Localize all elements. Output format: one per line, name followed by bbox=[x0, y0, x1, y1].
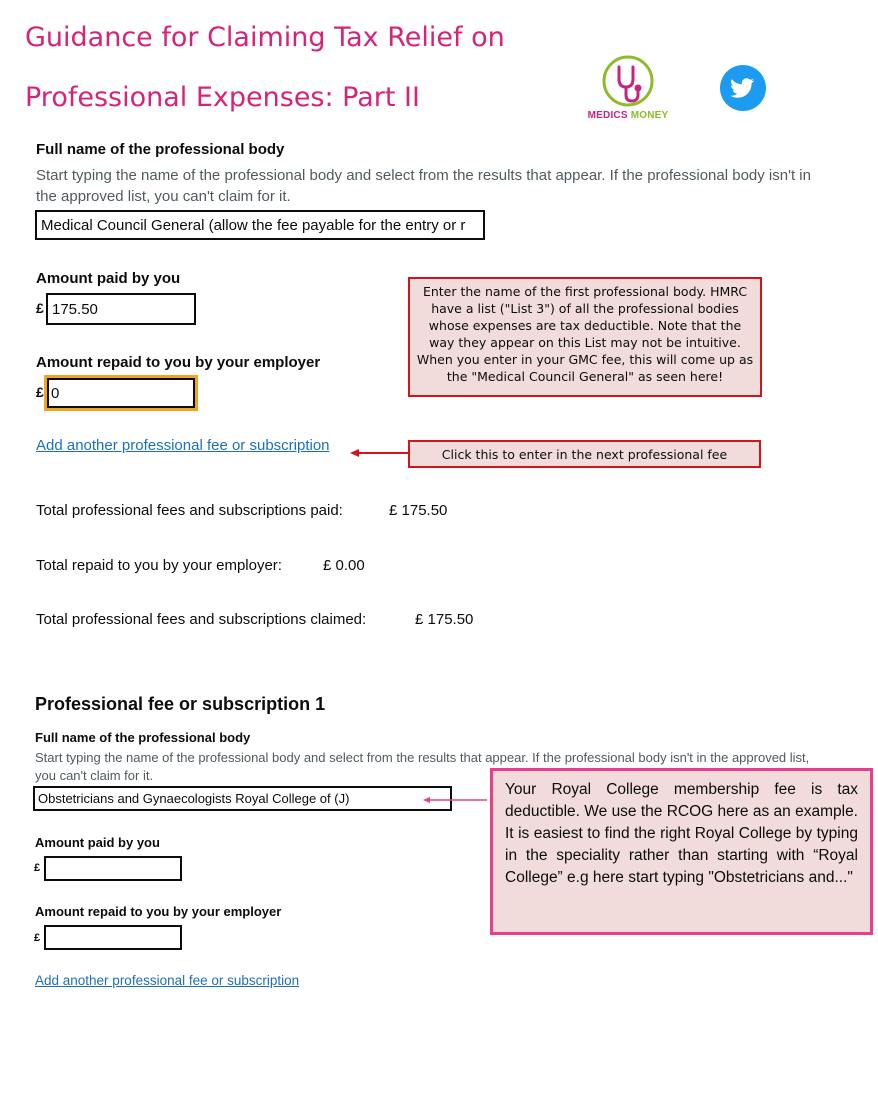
callout-arrow-pink-icon bbox=[423, 795, 487, 805]
logo-text-money: MONEY bbox=[630, 110, 669, 121]
page-title-line-1: Guidance for Claiming Tax Relief on bbox=[25, 22, 505, 53]
professional-body-hint: Start typing the name of the professional body and select from the results that appear. If the professional body isn't in the approved list, you can't claim for it. bbox=[36, 167, 811, 205]
amount-paid-input-2[interactable] bbox=[44, 856, 182, 881]
amount-repaid-currency: £ bbox=[36, 384, 44, 400]
add-professional-fee-link-2[interactable]: Add another professional fee or subscription bbox=[35, 973, 300, 988]
total-claimed-label: Total professional fees and subscriptions claimed: bbox=[36, 611, 367, 628]
twitter-bird-icon bbox=[720, 65, 766, 111]
total-paid-label: Total professional fees and subscriptions paid: bbox=[36, 502, 343, 519]
amount-repaid-input[interactable]: 0 bbox=[44, 375, 198, 411]
total-paid-value: £ 175.50 bbox=[389, 502, 448, 519]
list3-callout: Enter the name of the first professional body. HMRC have a list ("List 3") of all the professional bodies whose expenses are tax deductible. Note that the way they appear on this List may not be intuitive. When you enter in your GMC fee, this will come up as the "Medical Council General" as seen here! bbox=[408, 277, 762, 397]
add-fee-callout: Click this to enter in the next professional fee bbox=[408, 440, 761, 468]
royal-college-callout: Your Royal College membership fee is tax deductible. We use the RCOG here as an example. It is easiest to find the right Royal College by typing in the speciality rather than starting with “Royal College” e.g here start typing "Obstetricians and..." bbox=[490, 768, 873, 935]
total-claimed-value: £ 175.50 bbox=[415, 611, 474, 628]
callout-arrow-icon bbox=[350, 446, 412, 460]
professional-body-label-2: Full name of the professional body bbox=[35, 730, 251, 745]
page-title-line-2: Professional Expenses: Part II bbox=[25, 82, 420, 113]
total-repaid-label: Total repaid to you by your employer: bbox=[36, 557, 282, 574]
professional-body-input-2[interactable]: Obstetricians and Gynaecologists Royal College of (J) bbox=[33, 786, 452, 811]
amount-paid-currency: £ bbox=[36, 300, 44, 316]
professional-body-label: Full name of the professional body bbox=[36, 141, 285, 158]
stethoscope-icon bbox=[586, 55, 670, 111]
logo-text-medics: MEDICS bbox=[587, 110, 628, 121]
medics-money-logo bbox=[586, 55, 670, 123]
amount-repaid-label-2: Amount repaid to you by your employer bbox=[35, 904, 282, 919]
twitter-icon[interactable] bbox=[720, 65, 766, 111]
amount-repaid-input-2[interactable] bbox=[44, 925, 182, 950]
fee-subscription-heading: Professional fee or subscription 1 bbox=[35, 694, 326, 714]
amount-paid-label: Amount paid by you bbox=[36, 270, 181, 287]
amount-paid-currency-2: £ bbox=[34, 862, 41, 874]
total-repaid-value: £ 0.00 bbox=[323, 557, 365, 574]
add-professional-fee-link[interactable]: Add another professional fee or subscription bbox=[36, 437, 330, 454]
professional-body-hint-2: Start typing the name of the professional body and select from the results that appear. If the professional body isn't in the approved list, you can't claim for it. bbox=[35, 750, 810, 783]
professional-body-input[interactable]: Medical Council General (allow the fee payable for the entry or r bbox=[35, 210, 485, 240]
amount-repaid-label: Amount repaid to you by your employer bbox=[36, 354, 321, 371]
amount-repaid-currency-2: £ bbox=[34, 932, 41, 944]
amount-paid-input[interactable]: 175.50 bbox=[46, 293, 196, 325]
logo-wordmark bbox=[586, 110, 670, 121]
amount-paid-label-2: Amount paid by you bbox=[35, 835, 160, 850]
